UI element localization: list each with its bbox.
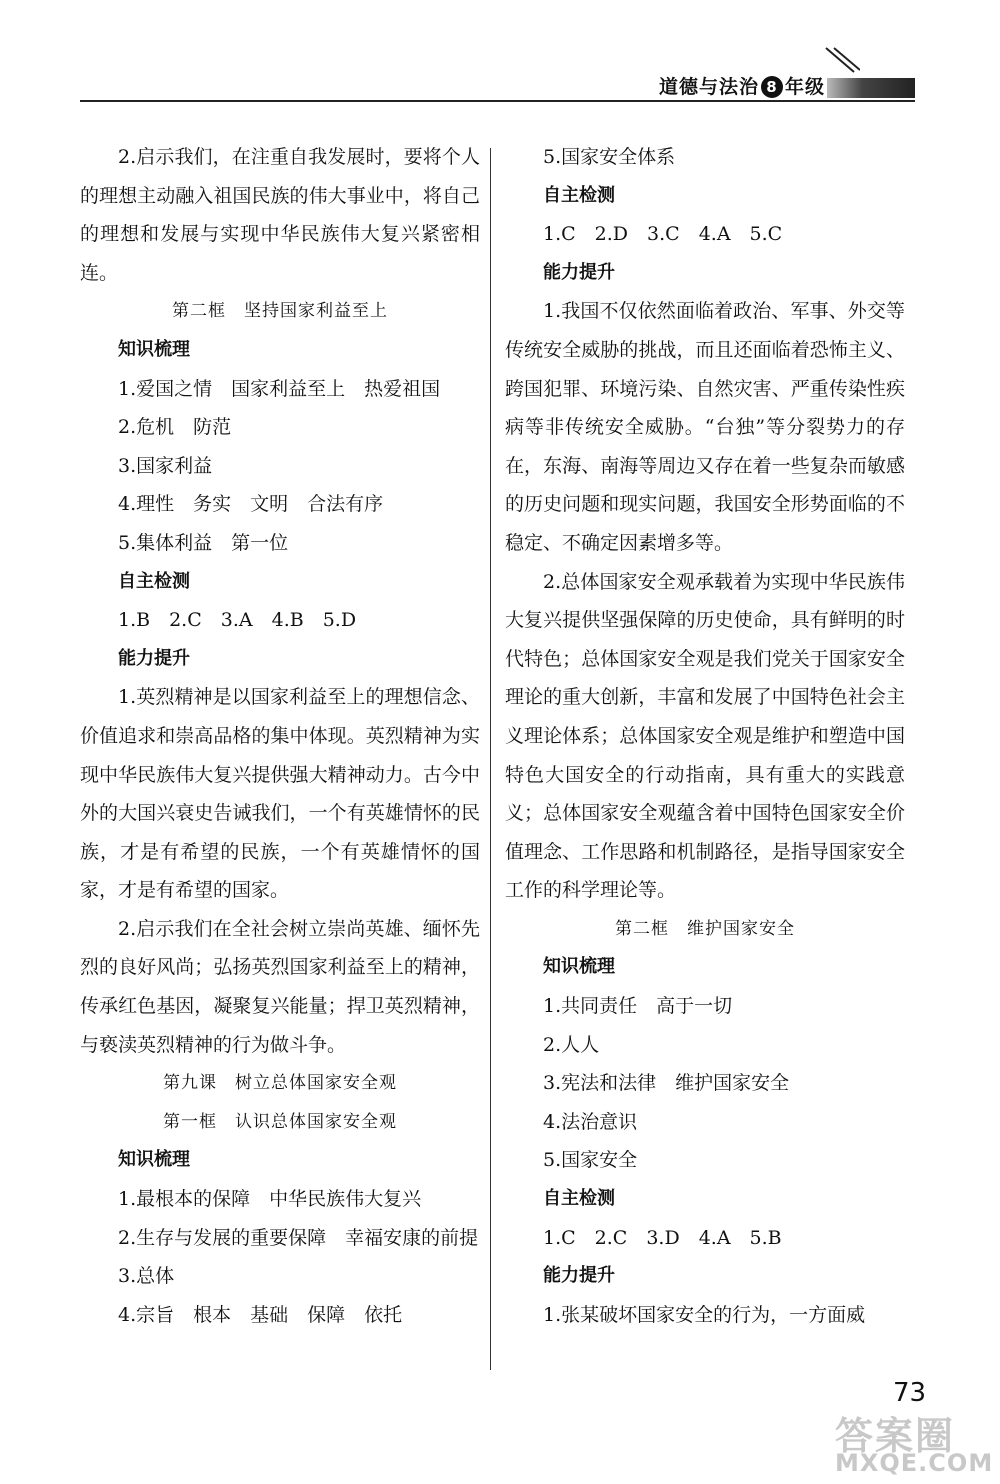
section-heading: 知识梳理 [543,956,615,978]
answer-paragraph: 5.集体利益 第一位 [118,531,289,554]
answer-paragraph: 1.张某破坏国家安全的行为，一方面威 [543,1303,866,1326]
answer-paragraph: 5.国家安全体系 [543,146,676,168]
answer-paragraph: 1.最根本的保障 中华民族伟大复兴 [118,1188,422,1211]
section-heading: 自主检测 [118,570,190,592]
page-number: 73 [893,1378,927,1408]
grade-badge: 8 [761,76,783,98]
answer-paragraph: 1.爱国之情 国家利益至上 热爱祖国 [118,377,441,400]
answer-paragraph: 1.B 2.C 3.A 4.B 5.D [118,609,357,632]
watermark-logo [835,1405,995,1480]
right-column [505,138,905,1334]
answer-paragraph: 4.宗旨 根本 基础 保障 依托 [118,1303,403,1326]
section-heading: 自主检测 [543,1188,615,1210]
answer-paragraph: 5.国家安全 [543,1149,638,1172]
answer-paragraph: 2.总体国家安全观承载着为实现中华民族伟大复兴提供坚强保障的历史使命，具有鲜明的时代特色；总体国家安全观是我们党关于国家安全理论的重大创新，丰富和发展了中国特色社会主义理论体系；总体国家安全观是维护和塑造中国特色大国安全的行动指南，具有重大的实践意义；总体国家安全观蕴含着中国特色国家安全价值理念、工作思路和机制路径，是指导国家安全工作的科学理论等。 [505,570,905,902]
page-header [80,72,920,102]
answer-paragraph: 4.理性 务实 文明 合法有序 [118,493,384,516]
title-subject: 道德与法治 [658,76,759,98]
title-grade-suffix: 年级 [784,76,825,98]
answer-paragraph: 3.宪法和法律 维护国家安全 [543,1072,790,1095]
answer-paragraph: 1.英烈精神是以国家利益至上的理想信念、价值追求和崇高品格的集中体现。英烈精神为实现中华民族伟大复兴提供强大精神动力。古今中外的大国兴衰史告诫我们，一个有英雄情怀的民族，才是有希望的民族，一个有英雄情怀的国家，才是有希望的国家。 [80,686,480,902]
answer-paragraph: 1.我国不仅依然面临着政治、军事、外交等传统安全威胁的挑战，而且还面临着恐怖主义、跨国犯罪、环境污染、自然灾害、严重传染性疾病等非传统安全威胁。“台独”等分裂势力的存在，东海、南海等周边又存在着一些复杂而敏感的历史问题和现实问题，我国安全形势面临的不稳定、不确定因素增多等。 [505,300,905,554]
lesson-title: 第二框 维护国家安全 [615,918,795,939]
chevron-decoration-icon [824,46,860,76]
left-column [80,138,480,1334]
answer-paragraph: 1.共同责任 高于一切 [543,995,733,1018]
answer-paragraph: 2.启示我们，在注重自我发展时，要将个人的理想主动融入祖国民族的伟大事业中，将自己的理想和发展与实现中华民族伟大复兴紧密相连。 [80,146,480,284]
column-divider [490,148,491,1370]
answer-paragraph: 2.人人 [543,1033,600,1056]
lesson-title: 第二框 坚持国家利益至上 [172,301,388,322]
answer-paragraph: 1.C 2.C 3.D 4.A 5.B [543,1226,782,1249]
section-heading: 知识梳理 [118,1149,190,1171]
section-heading: 能力提升 [543,261,615,283]
book-title [659,72,825,99]
answer-paragraph: 2.危机 防范 [118,416,232,439]
section-heading: 知识梳理 [118,338,190,360]
header-decoration-bar [827,78,915,98]
watermark-text: 答案圈 [835,1414,956,1458]
answer-paragraph: 3.总体 [118,1265,175,1288]
header-rule [80,100,915,102]
answer-paragraph: 2.启示我们在全社会树立崇尚英雄、缅怀先烈的良好风尚；弘扬英烈国家利益至上的精神，传承红色基因，凝聚复兴能量；捍卫英烈精神，与亵渎英烈精神的行为做斗争。 [80,917,480,1056]
answer-paragraph: 2.生存与发展的重要保障 幸福安康的前提 [118,1226,479,1249]
section-heading: 能力提升 [118,647,190,669]
lesson-title: 第一框 认识总体国家安全观 [163,1111,397,1132]
watermark-url: MXQE.COM [835,1449,994,1477]
answer-paragraph: 3.国家利益 [118,454,213,477]
answer-paragraph: 1.C 2.D 3.C 4.A 5.C [543,223,783,246]
lesson-title: 第九课 树立总体国家安全观 [163,1073,397,1094]
answer-paragraph: 4.法治意识 [543,1110,638,1133]
section-heading: 能力提升 [543,1265,615,1287]
section-heading: 自主检测 [543,184,615,206]
